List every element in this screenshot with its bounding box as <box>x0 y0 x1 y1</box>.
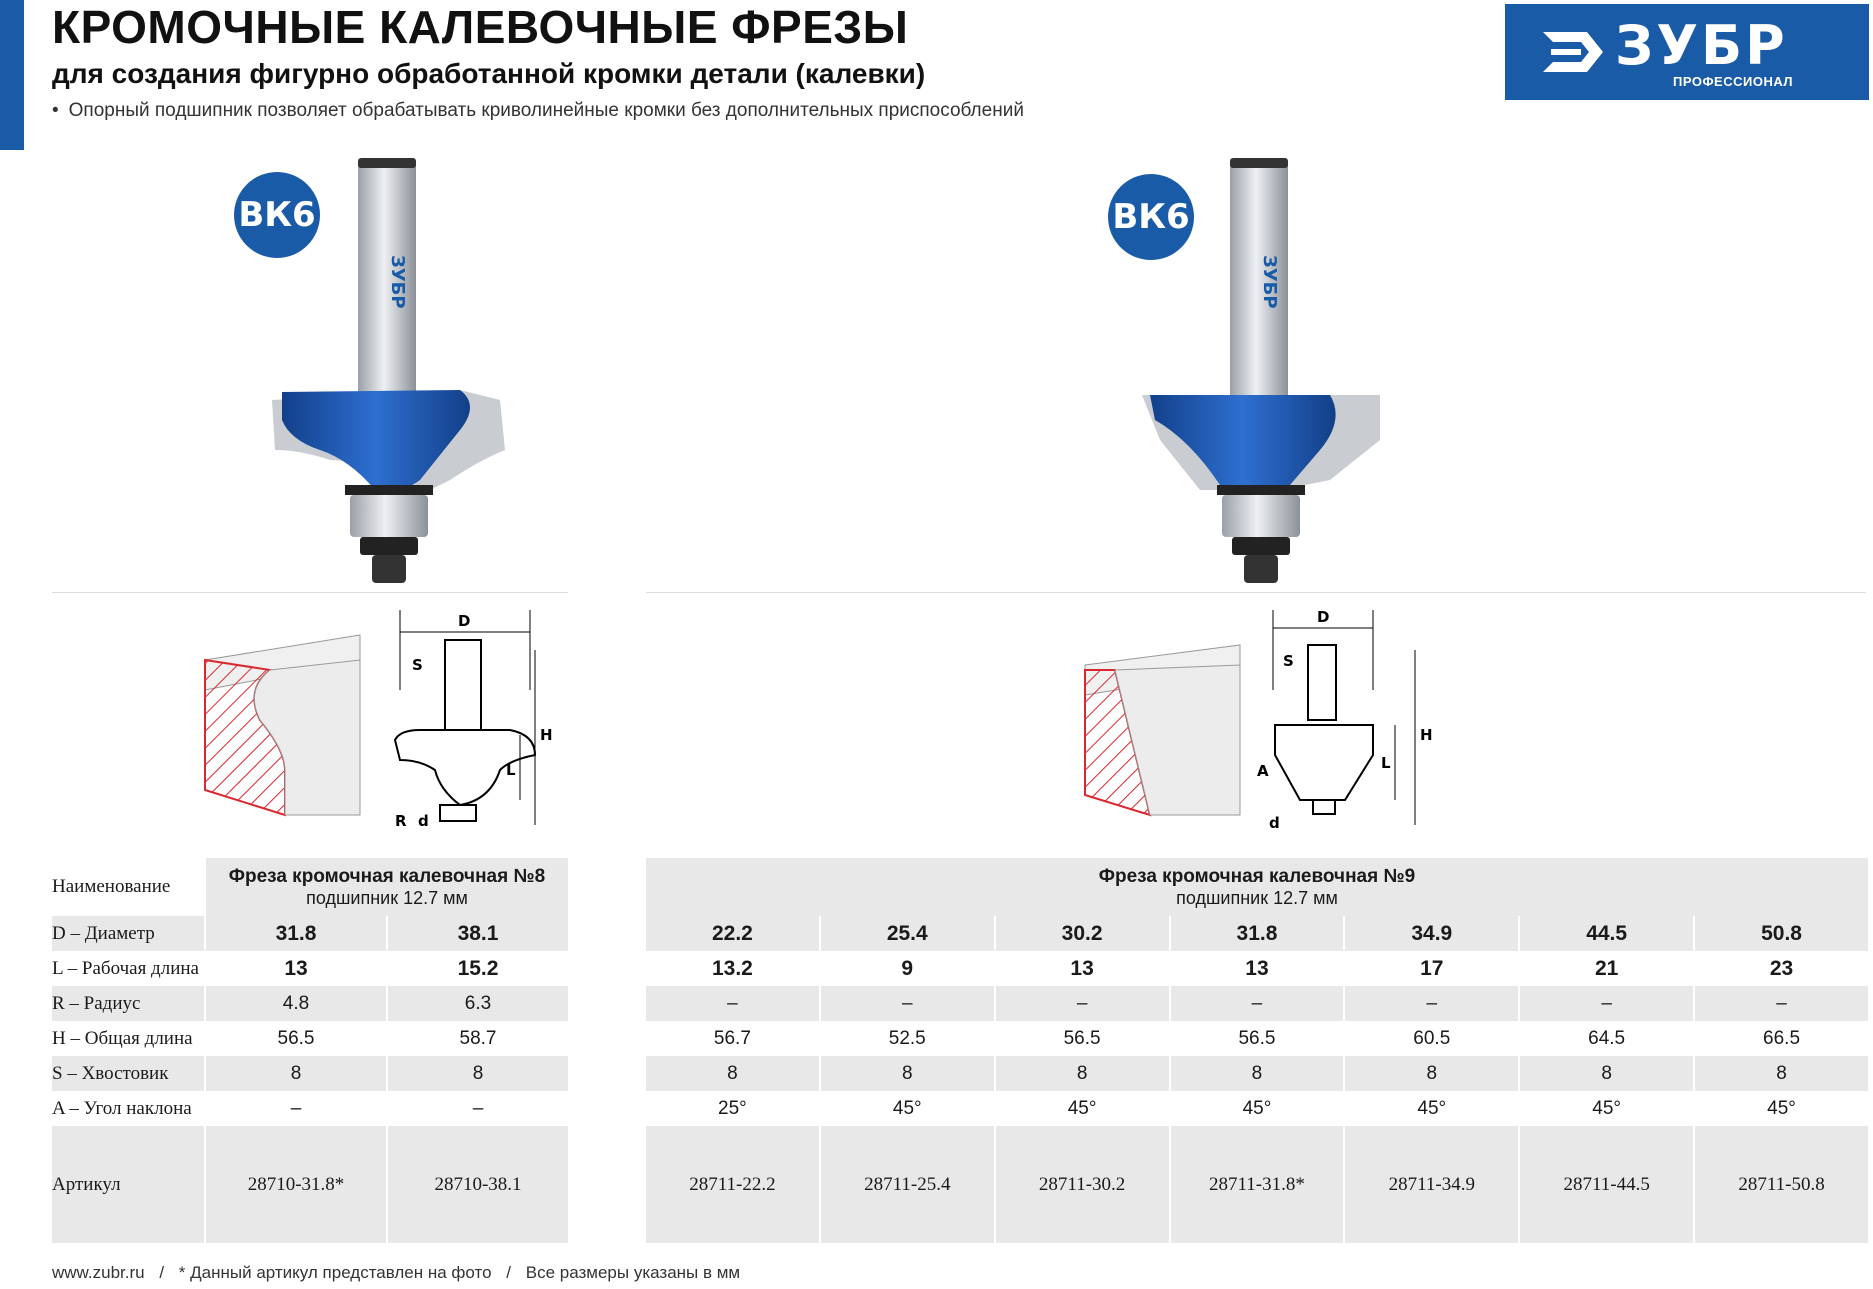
accent-bar <box>0 0 24 150</box>
row-label-R: R – Радиус <box>52 986 204 1021</box>
footer-separator: / <box>159 1263 165 1282</box>
cell-left-S-0: 8 <box>206 1056 386 1091</box>
cell-right-L-1: 9 <box>821 951 994 986</box>
cell-left-R-1: 6.3 <box>388 986 568 1021</box>
cell-right-H-3: 56.5 <box>1171 1021 1344 1056</box>
row-label-S: S – Хвостовик <box>52 1056 204 1091</box>
profile-diagram-left <box>190 610 590 850</box>
cell-right-S-0: 8 <box>646 1056 819 1091</box>
cell-right-H-5: 64.5 <box>1520 1021 1693 1056</box>
page-subtitle: для создания фигурно обработанной кромки детали (калевки) <box>52 58 926 89</box>
cell-left-A-1: – <box>388 1091 568 1126</box>
divider-left <box>52 592 568 593</box>
cell-left-art-0: 28710-31.8* <box>206 1126 386 1243</box>
cell-right-D-5: 44.5 <box>1520 916 1693 951</box>
cell-right-D-4: 34.9 <box>1345 916 1518 951</box>
cell-right-A-0: 25° <box>646 1091 819 1126</box>
product-sub-left: подшипник 12.7 мм <box>306 887 468 908</box>
cell-right-R-0: – <box>646 986 819 1021</box>
cell-right-R-6: – <box>1695 986 1868 1021</box>
dim-label-S: S <box>412 656 423 674</box>
product-title-left: Фреза кромочная калевочная №8 <box>228 865 546 887</box>
cell-right-H-4: 60.5 <box>1345 1021 1518 1056</box>
router-bit-photo-left <box>260 150 520 590</box>
spec-table-left <box>50 858 570 1243</box>
cell-right-D-0: 22.2 <box>646 916 819 951</box>
product-title-right: Фреза кромочная калевочная №9 <box>1098 865 1416 887</box>
row-label-H: H – Общая длина <box>52 1021 204 1056</box>
cell-right-A-6: 45° <box>1695 1091 1868 1126</box>
cell-right-H-1: 52.5 <box>821 1021 994 1056</box>
shank-brand-mark-right: ЗУБР <box>1259 255 1280 309</box>
footer-note-photo: * Данный артикул представлен на фото <box>178 1263 492 1282</box>
cell-right-L-5: 21 <box>1520 951 1693 986</box>
page-title: КРОМОЧНЫЕ КАЛЕВОЧНЫЕ ФРЕЗЫ <box>52 1 909 53</box>
profile-diagram-right <box>1075 610 1475 850</box>
router-bit-photo-right <box>1130 150 1390 590</box>
cell-right-art-3: 28711-31.8* <box>1171 1126 1344 1243</box>
dim-label-H-right: H <box>1420 726 1433 744</box>
footer-note-units: Все размеры указаны в мм <box>525 1263 741 1282</box>
cell-right-R-2: – <box>996 986 1169 1021</box>
dim-label-R: R <box>395 812 407 830</box>
dim-label-H: H <box>540 726 553 744</box>
cell-right-art-4: 28711-34.9 <box>1345 1126 1518 1243</box>
cell-right-R-4: – <box>1345 986 1518 1021</box>
cell-right-S-2: 8 <box>996 1056 1169 1091</box>
row-label-name: Наименование <box>52 858 204 916</box>
cell-right-art-0: 28711-22.2 <box>646 1126 819 1243</box>
cell-right-art-6: 28711-50.8 <box>1695 1126 1868 1243</box>
cell-right-S-5: 8 <box>1520 1056 1693 1091</box>
cell-right-L-6: 23 <box>1695 951 1868 986</box>
footer-site-link[interactable]: www.zubr.ru <box>52 1263 145 1282</box>
cell-right-D-1: 25.4 <box>821 916 994 951</box>
cell-right-S-3: 8 <box>1171 1056 1344 1091</box>
cell-right-art-1: 28711-25.4 <box>821 1126 994 1243</box>
cell-right-D-6: 50.8 <box>1695 916 1868 951</box>
cell-right-R-3: – <box>1171 986 1344 1021</box>
dim-label-D-right: D <box>1317 610 1330 626</box>
shank-brand-mark: ЗУБР <box>387 255 408 309</box>
cell-right-A-1: 45° <box>821 1091 994 1126</box>
material-badge-left: ВК6 <box>234 172 320 258</box>
cell-left-A-0: – <box>206 1091 386 1126</box>
cell-right-S-1: 8 <box>821 1056 994 1091</box>
brand-logo <box>1505 4 1869 100</box>
cell-right-R-1: – <box>821 986 994 1021</box>
product-header-right <box>646 858 1868 916</box>
product-header-left <box>206 858 568 916</box>
cell-right-H-0: 56.7 <box>646 1021 819 1056</box>
cell-right-H-6: 66.5 <box>1695 1021 1868 1056</box>
cell-right-H-2: 56.5 <box>996 1021 1169 1056</box>
cell-right-art-5: 28711-44.5 <box>1520 1126 1693 1243</box>
cell-right-L-4: 17 <box>1345 951 1518 986</box>
spec-table-right <box>644 858 1870 1243</box>
dim-label-D: D <box>458 612 471 630</box>
cell-right-art-2: 28711-30.2 <box>996 1126 1169 1243</box>
cell-right-L-3: 13 <box>1171 951 1344 986</box>
cell-right-A-5: 45° <box>1520 1091 1693 1126</box>
dim-label-A-right: A <box>1257 762 1269 780</box>
cell-right-S-4: 8 <box>1345 1056 1518 1091</box>
cell-left-D-0: 31.8 <box>206 916 386 951</box>
cell-left-H-0: 56.5 <box>206 1021 386 1056</box>
dim-label-L: L <box>506 761 516 779</box>
footer-separator-2: / <box>506 1263 512 1282</box>
cell-right-A-2: 45° <box>996 1091 1169 1126</box>
cell-right-R-5: – <box>1520 986 1693 1021</box>
cell-right-D-3: 31.8 <box>1171 916 1344 951</box>
row-label-art: Артикул <box>52 1126 204 1243</box>
cell-left-H-1: 58.7 <box>388 1021 568 1056</box>
dim-label-L-right: L <box>1381 754 1391 772</box>
cell-left-R-0: 4.8 <box>206 986 386 1021</box>
cell-left-L-1: 15.2 <box>388 951 568 986</box>
feature-bullet: • Опорный подшипник позволяет обрабатывать криволинейные кромки без дополнительных приспособлений <box>52 100 1024 121</box>
product-sub-right: подшипник 12.7 мм <box>1176 887 1338 908</box>
cell-right-A-4: 45° <box>1345 1091 1518 1126</box>
footer <box>52 1263 740 1283</box>
row-label-L: L – Рабочая длина <box>52 951 204 986</box>
cell-left-D-1: 38.1 <box>388 916 568 951</box>
divider-right <box>646 592 1866 593</box>
dim-label-S-right: S <box>1283 652 1294 670</box>
cell-right-L-0: 13.2 <box>646 951 819 986</box>
cell-right-S-6: 8 <box>1695 1056 1868 1091</box>
logo-sub: ПРОФЕССИОНАЛ <box>1673 74 1794 89</box>
cell-left-art-1: 28710-38.1 <box>388 1126 568 1243</box>
feature-text: Опорный подшипник позволяет обрабатывать криволинейные кромки без дополнительных приспособлений <box>68 100 1024 121</box>
brand-arrows-icon <box>1543 28 1607 76</box>
cell-left-S-1: 8 <box>388 1056 568 1091</box>
dim-label-d: d <box>418 812 429 830</box>
cell-right-L-2: 13 <box>996 951 1169 986</box>
cell-right-A-3: 45° <box>1171 1091 1344 1126</box>
row-label-D: D – Диаметр <box>52 916 204 951</box>
cell-left-L-0: 13 <box>206 951 386 986</box>
logo-name: ЗУБР <box>1615 14 1788 77</box>
row-label-A: A – Угол наклона <box>52 1091 204 1126</box>
cell-right-D-2: 30.2 <box>996 916 1169 951</box>
material-badge-right: ВК6 <box>1108 174 1194 260</box>
dim-label-d-right: d <box>1269 814 1280 832</box>
